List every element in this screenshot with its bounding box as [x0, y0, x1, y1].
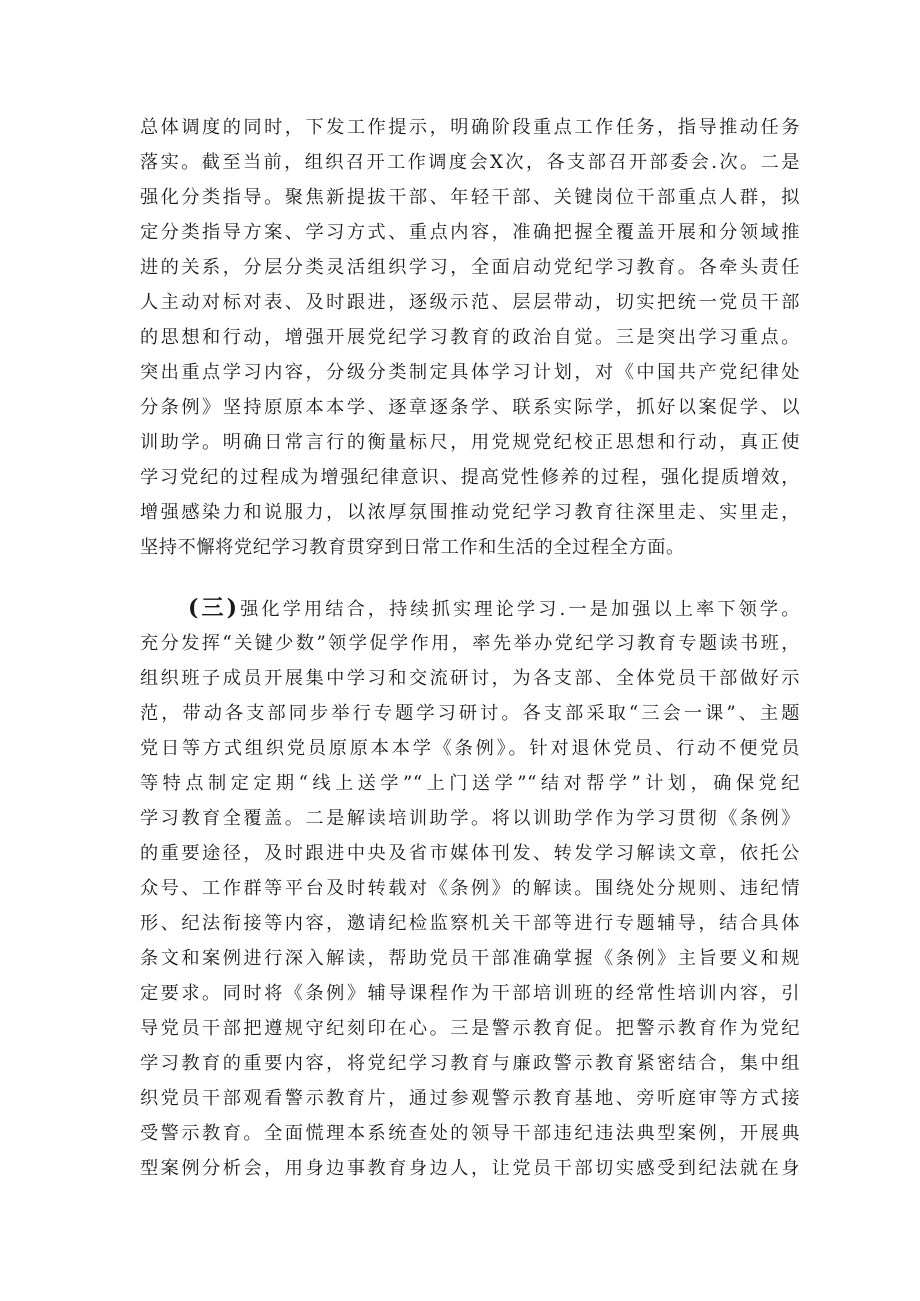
paragraph-heading-line [140, 591, 800, 626]
paragraph-line: 强化分类指导。聚焦新提拔干部、年轻干部、关键岗位干部重点人群，拟 [140, 187, 800, 208]
paragraph-line: 训助学。明确日常言行的衡量标尺，用党规党纪校正思想和行动，真正使 [140, 432, 800, 453]
paragraph-line: 型案例分析会，用身边事教育身边人，让党员干部切实感受到纪法就在身 [140, 1158, 800, 1179]
paragraph-line: 形、纪法衔接等内容，邀请纪检监察机关干部等进行专题辅导，结合具体 [140, 913, 800, 934]
paragraph-line: 增强感染力和说服力，以浓厚氛围推动党纪学习教育往深里走、实里走， [140, 502, 800, 523]
paragraph-line: 进的关系，分层分类灵活组织学习，全面启动党纪学习教育。各牵头责任 [140, 257, 800, 278]
section-heading-text: 强化学用结合，持续抓实理论学习.一是加强以上率下领学。 [237, 599, 800, 620]
paragraph-line: 人主动对标对表、及时跟进，逐级示范、层层带动，切实把统一党员干部 [140, 292, 800, 313]
section-number: (三) [188, 595, 238, 621]
paragraph-line: 落实。截至当前，组织召开工作调度会X次，各支部召开部委会.次。二是 [140, 152, 800, 173]
paragraph-line: 党日等方式组织党员原原本本学《条例》。针对退休党员、行动不便党员 [140, 738, 800, 759]
paragraph-line: 分条例》坚持原原本本学、逐章逐条学、联系实际学，抓好以案促学、以 [140, 397, 800, 418]
paragraph-2 [140, 591, 800, 1186]
paragraph-line: 充分发挥“关键少数”领学促学作用，率先举办党纪学习教育专题读书班， [140, 633, 800, 654]
paragraph-line: 学习党纪的过程成为增强纪律意识、提高党性修养的过程，强化提质增效， [140, 467, 800, 488]
paragraph-line: 导党员干部把遵规守纪刻印在心。三是警示教育促。把警示教育作为党纪 [140, 1018, 800, 1039]
paragraph-line: 受警示教育。全面慌理本系统查处的领导干部违纪违法典型案例，开展典 [140, 1123, 800, 1144]
paragraph-line: 织党员干部观看警示教育片，通过参观警示教育基地、旁听庭审等方式接 [140, 1088, 800, 1109]
paragraph-line: 坚持不懈将党纪学习教育贯穿到日常工作和生活的全过程全方面。 [140, 537, 685, 558]
paragraph-line: 组织班子成员开展集中学习和交流研讨，为各支部、全体党员干部做好示 [140, 668, 800, 689]
paragraph-line: 的思想和行动，增强开展党纪学习教育的政治自觉。三是突出学习重点。 [140, 327, 800, 348]
paragraph-line: 定要求。同时将《条例》辅导课程作为干部培训班的经常性培训内容，引 [140, 983, 800, 1004]
paragraph-line: 学习教育的重要内容，将党纪学习教育与廉政警示教育紧密结合，集中组 [140, 1053, 800, 1074]
paragraph-line: 总体调度的同时，下发工作提示，明确阶段重点工作任务，指导推动任务 [140, 117, 800, 138]
paragraph-line: 定分类指导方案、学习方式、重点内容，准确把握全覆盖开展和分领域推 [140, 222, 800, 243]
paragraph-line: 范，带动各支部同步举行专题学习研讨。各支部采取“三会一课”、主题 [140, 703, 800, 724]
paragraph-line: 众号、工作群等平台及时转载对《条例》的解读。围绕处分规则、违纪情 [140, 878, 800, 899]
paragraph-line: 的重要途径，及时跟进中央及省市媒体刊发、转发学习解读文章，依托公 [140, 843, 800, 864]
paragraph-line: 条文和案例进行深入解读，帮助党员干部准确掌握《条例》主旨要义和规 [140, 948, 800, 969]
paragraph-1 [140, 110, 800, 565]
paragraph-line: 突出重点学习内容，分级分类制定具体学习计划，对《中国共产党纪律处 [140, 362, 800, 383]
paragraph-line: 等特点制定定期“线上送学”“上门送学”“结对帮学”计划，确保党纪 [140, 773, 800, 794]
paragraph-line: 学习教育全覆盖。二是解读培训助学。将以训助学作为学习贯彻《条例》 [140, 808, 800, 829]
